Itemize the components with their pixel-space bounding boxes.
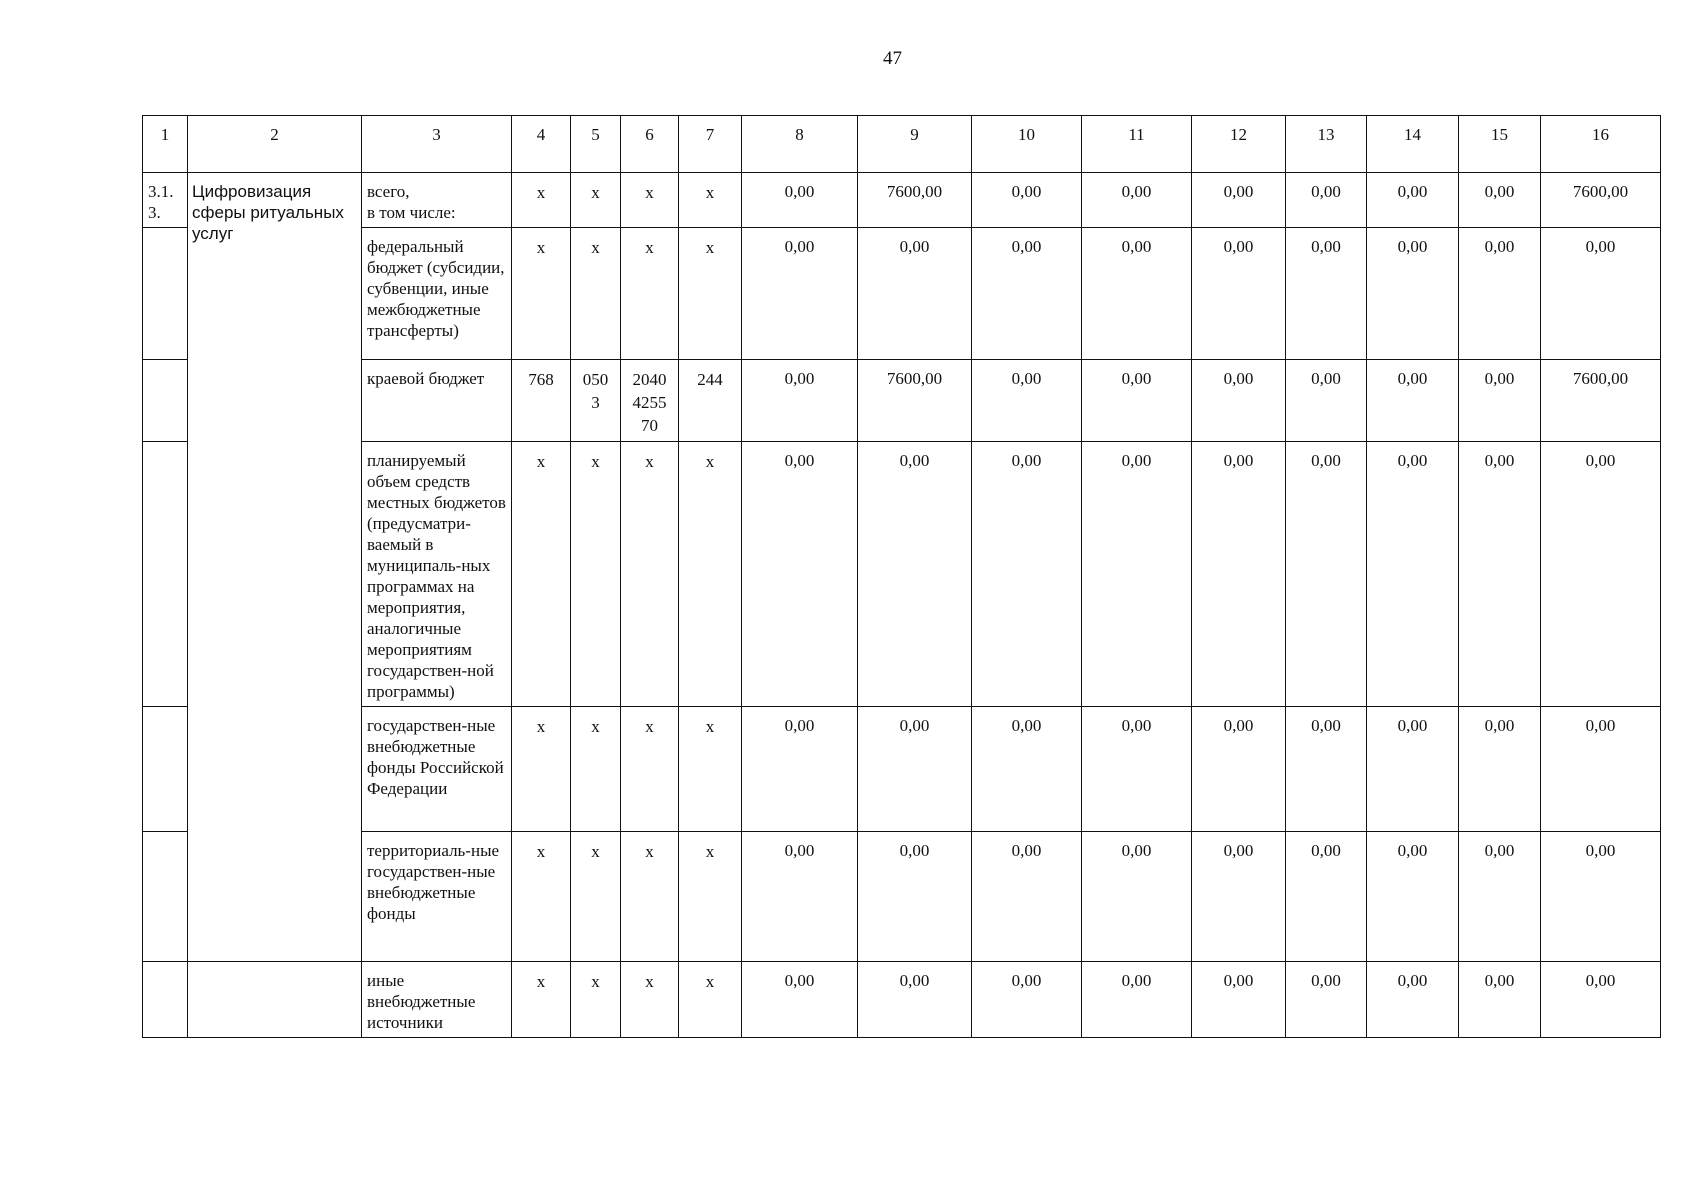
funding-source-cell: государствен-ные внебюджетные фонды Российской Федерации <box>362 707 512 832</box>
code-cell: х <box>571 173 621 228</box>
header-cell: 14 <box>1367 116 1459 173</box>
header-cell: 8 <box>742 116 858 173</box>
amount-cell: 0,00 <box>1367 360 1459 442</box>
funding-source-cell: федеральный бюджет (субсидии, субвенции, иные межбюджетные трансферты) <box>362 228 512 360</box>
code-cell: х <box>512 832 571 962</box>
code-cell: х <box>512 962 571 1038</box>
amount-cell: 0,00 <box>742 360 858 442</box>
header-cell: 3 <box>362 116 512 173</box>
code-cell: х <box>512 707 571 832</box>
code-cell: х <box>512 442 571 707</box>
code-cell: х <box>621 228 679 360</box>
item-name-cell <box>188 962 362 1038</box>
amount-cell: 0,00 <box>972 832 1082 962</box>
amount-cell: 0,00 <box>858 442 972 707</box>
amount-cell: 0,00 <box>1286 442 1367 707</box>
amount-cell: 0,00 <box>742 962 858 1038</box>
code-cell: х <box>512 173 571 228</box>
amount-cell: 0,00 <box>1459 962 1541 1038</box>
amount-cell: 0,00 <box>858 832 972 962</box>
amount-cell: 0,00 <box>972 360 1082 442</box>
amount-cell: 0,00 <box>1082 442 1192 707</box>
table-row <box>143 962 1661 1038</box>
amount-cell: 0,00 <box>742 173 858 228</box>
code-cell: х <box>571 832 621 962</box>
amount-cell: 0,00 <box>1082 962 1192 1038</box>
table-row <box>143 173 1661 228</box>
table-row <box>143 832 1661 962</box>
header-cell: 4 <box>512 116 571 173</box>
amount-cell: 0,00 <box>858 707 972 832</box>
table-row <box>143 707 1661 832</box>
code-cell: х <box>621 442 679 707</box>
item-number-cell <box>143 832 188 962</box>
header-row <box>143 116 1661 173</box>
amount-cell: 0,00 <box>1541 228 1661 360</box>
amount-cell: 0,00 <box>1541 832 1661 962</box>
code-cell: х <box>512 228 571 360</box>
amount-cell: 0,00 <box>1367 962 1459 1038</box>
item-number-cell <box>143 707 188 832</box>
header-cell: 11 <box>1082 116 1192 173</box>
header-cell: 9 <box>858 116 972 173</box>
amount-cell: 0,00 <box>1459 360 1541 442</box>
header-cell: 10 <box>972 116 1082 173</box>
amount-cell: 0,00 <box>1286 832 1367 962</box>
code-cell: х <box>679 707 742 832</box>
funding-source-cell: планируемый объем средств местных бюджетов (предусматри-ваемый в муниципаль-ных программах на мероприятия, аналогичные мероприятиям государствен-ной программы) <box>362 442 512 707</box>
amount-cell: 7600,00 <box>1541 173 1661 228</box>
amount-cell: 0,00 <box>1459 173 1541 228</box>
amount-cell: 0,00 <box>742 442 858 707</box>
amount-cell: 0,00 <box>1286 962 1367 1038</box>
code-cell: х <box>571 707 621 832</box>
amount-cell: 0,00 <box>1367 173 1459 228</box>
code-cell: х <box>679 832 742 962</box>
amount-cell: 0,00 <box>742 228 858 360</box>
amount-cell: 0,00 <box>1082 360 1192 442</box>
amount-cell: 0,00 <box>1192 962 1286 1038</box>
amount-cell: 0,00 <box>1541 442 1661 707</box>
amount-cell: 0,00 <box>1192 360 1286 442</box>
item-number-cell <box>143 442 188 707</box>
table-row <box>143 360 1661 442</box>
page-number: 47 <box>883 48 902 69</box>
item-name-cell: Цифровизация сферы ритуальных услуг <box>188 173 362 962</box>
amount-cell: 0,00 <box>1192 707 1286 832</box>
table-row <box>143 228 1661 360</box>
amount-cell: 0,00 <box>1459 228 1541 360</box>
header-cell: 15 <box>1459 116 1541 173</box>
amount-cell: 0,00 <box>1082 832 1192 962</box>
code-cell: х <box>679 962 742 1038</box>
amount-cell: 0,00 <box>1367 228 1459 360</box>
code-cell: х <box>571 228 621 360</box>
funding-source-cell: краевой бюджет <box>362 360 512 442</box>
amount-cell: 0,00 <box>742 707 858 832</box>
header-cell: 6 <box>621 116 679 173</box>
amount-cell: 0,00 <box>1082 228 1192 360</box>
header-cell: 13 <box>1286 116 1367 173</box>
code-cell: х <box>679 442 742 707</box>
amount-cell: 0,00 <box>1286 707 1367 832</box>
amount-cell: 7600,00 <box>858 360 972 442</box>
code-cell: х <box>621 173 679 228</box>
code-cell: 244 <box>679 360 742 442</box>
code-cell: х <box>621 962 679 1038</box>
code-cell: х <box>679 173 742 228</box>
budget-table <box>142 115 1661 1038</box>
amount-cell: 7600,00 <box>1541 360 1661 442</box>
item-number-cell <box>143 962 188 1038</box>
code-cell: 2040 4255 70 <box>621 360 679 442</box>
amount-cell: 0,00 <box>1192 228 1286 360</box>
code-cell: х <box>679 228 742 360</box>
header-cell: 16 <box>1541 116 1661 173</box>
item-number-cell <box>143 228 188 360</box>
header-cell: 7 <box>679 116 742 173</box>
amount-cell: 0,00 <box>972 173 1082 228</box>
amount-cell: 0,00 <box>1286 173 1367 228</box>
amount-cell: 0,00 <box>972 228 1082 360</box>
amount-cell: 0,00 <box>972 707 1082 832</box>
amount-cell: 0,00 <box>1286 360 1367 442</box>
amount-cell: 7600,00 <box>858 173 972 228</box>
amount-cell: 0,00 <box>1367 442 1459 707</box>
funding-source-cell: иные внебюджетные источники <box>362 962 512 1038</box>
header-cell: 2 <box>188 116 362 173</box>
amount-cell: 0,00 <box>1082 173 1192 228</box>
amount-cell: 0,00 <box>1286 228 1367 360</box>
item-number-cell <box>143 360 188 442</box>
amount-cell: 0,00 <box>972 962 1082 1038</box>
amount-cell: 0,00 <box>1459 442 1541 707</box>
table-row <box>143 442 1661 707</box>
funding-source-cell: всего, в том числе: <box>362 173 512 228</box>
funding-source-cell: территориаль-ные государствен-ные внебюджетные фонды <box>362 832 512 962</box>
amount-cell: 0,00 <box>972 442 1082 707</box>
amount-cell: 0,00 <box>1541 707 1661 832</box>
amount-cell: 0,00 <box>1192 173 1286 228</box>
amount-cell: 0,00 <box>1459 707 1541 832</box>
item-number-cell: 3.1. 3. <box>143 173 188 228</box>
code-cell: 768 <box>512 360 571 442</box>
amount-cell: 0,00 <box>1192 442 1286 707</box>
header-cell: 5 <box>571 116 621 173</box>
header-cell: 12 <box>1192 116 1286 173</box>
amount-cell: 0,00 <box>742 832 858 962</box>
code-cell: х <box>621 707 679 832</box>
amount-cell: 0,00 <box>858 228 972 360</box>
amount-cell: 0,00 <box>1367 707 1459 832</box>
code-cell: х <box>621 832 679 962</box>
amount-cell: 0,00 <box>1541 962 1661 1038</box>
amount-cell: 0,00 <box>1459 832 1541 962</box>
amount-cell: 0,00 <box>1082 707 1192 832</box>
code-cell: 050 3 <box>571 360 621 442</box>
code-cell: х <box>571 962 621 1038</box>
amount-cell: 0,00 <box>1192 832 1286 962</box>
header-cell: 1 <box>143 116 188 173</box>
amount-cell: 0,00 <box>1367 832 1459 962</box>
code-cell: х <box>571 442 621 707</box>
amount-cell: 0,00 <box>858 962 972 1038</box>
